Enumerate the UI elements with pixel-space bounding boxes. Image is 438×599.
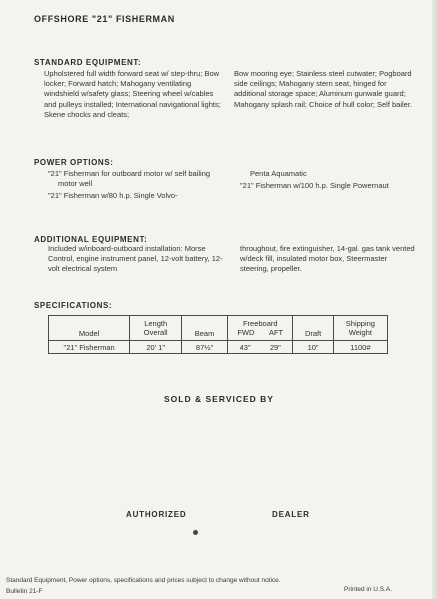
header-length [130, 316, 182, 341]
cell-freeboard [228, 341, 293, 354]
power-option-item: "21" Fisherman for outboard motor w/ self bailing motor well [48, 169, 211, 189]
page-edge-shadow [432, 0, 438, 599]
header-draft: Draft [293, 316, 333, 341]
cell-fwd: 43" [239, 342, 251, 352]
header-shipping-line2: Weight [348, 328, 372, 337]
table-row [49, 341, 388, 354]
footer-note: Standard Equipment, Power options, specifications and prices subject to change without notice. [6, 577, 281, 584]
page-title: OFFSHORE "21" FISHERMAN [34, 14, 175, 24]
power-options-right [240, 169, 410, 191]
additional-equipment-right: throughout, fire extinguisher, 14-gal. gas tank vented w/deck fill, insulated motor box, Steermaster steering, propeller. [240, 244, 415, 274]
ink-dot [193, 530, 198, 535]
printed-in-usa: Printed in U.S.A. [344, 586, 393, 593]
power-option-item: "21" Fisherman w/80 h.p. Single Volvo- [48, 191, 178, 201]
header-shipping-line1: Shipping [345, 319, 375, 328]
header-beam: Beam [182, 316, 228, 341]
standard-equipment-left: Upholstered full width forward seat w/ step-thru; Bow locker; Forward hatch; Mahogany ventilating windshield w/safety glass; Steering wheel w/cables and pulleys installed; International navigational lights; Skene chocks and cleats; [44, 69, 221, 119]
cell-length: 20' 1" [130, 341, 182, 354]
header-model: Model [49, 316, 130, 341]
header-aft: AFT [268, 328, 284, 337]
header-shipping-weight [333, 316, 387, 341]
bulletin-number: Bulletin 21-F [6, 588, 43, 595]
additional-equipment-left: Included w/inboard-outboard installation: Morse Control, engine instrument panel, 12-volt battery, 12-volt electrical system [48, 244, 223, 274]
cell-model: "21" Fisherman [49, 341, 130, 354]
sold-serviced-label: SOLD & SERVICED BY [164, 394, 274, 404]
dealer-label: DEALER [272, 510, 310, 519]
power-options-left [48, 169, 224, 202]
header-freeboard [228, 316, 293, 341]
power-options-heading: POWER OPTIONS: [34, 158, 114, 167]
header-freeboard-label: Freeboard [242, 319, 278, 328]
specifications-table [48, 315, 388, 354]
authorized-label: AUTHORIZED [126, 510, 187, 519]
standard-equipment-heading: STANDARD EQUIPMENT: [34, 58, 142, 67]
header-length-line2: Overall [143, 328, 168, 337]
cell-draft: 10" [293, 341, 333, 354]
power-option-item: Penta Aquamatic [250, 169, 307, 178]
additional-equipment-heading: ADDITIONAL EQUIPMENT: [34, 235, 148, 244]
header-fwd: FWD [237, 328, 255, 337]
cell-weight: 1100# [333, 341, 387, 354]
cell-aft: 29" [269, 342, 281, 352]
standard-equipment-right: Bow mooring eye; Stainless steel cutwater; Pogboard side ceilings; Mahogany stern seat, hinged for additional storage space; Aluminum gunwale guard; Mahogany splash rail; Choice of hull color; Self bailer. [234, 69, 413, 109]
cell-beam: 87½" [182, 341, 228, 354]
header-length-line1: Length [144, 319, 168, 328]
table-header-row [49, 316, 388, 341]
power-option-item: "21" Fisherman w/100 h.p. Single Powernaut [240, 181, 389, 191]
specifications-heading: SPECIFICATIONS: [34, 301, 113, 310]
